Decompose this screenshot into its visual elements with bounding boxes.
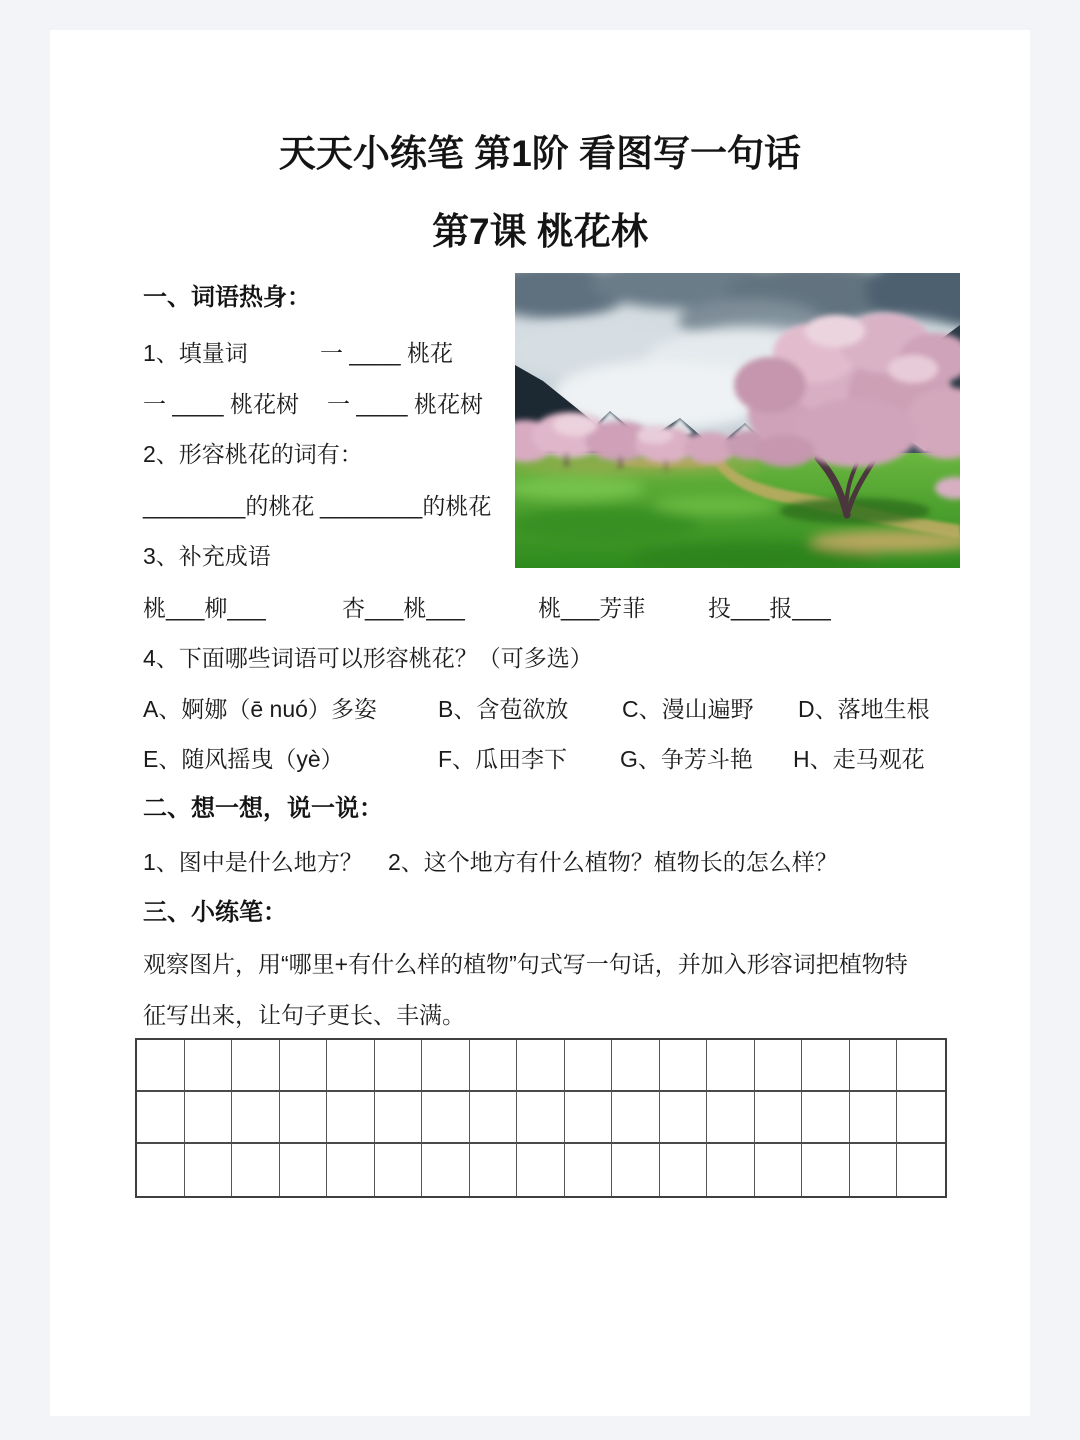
section1-q3-label: 3、补充成语 — [143, 543, 271, 569]
writing-grid-cell — [375, 1144, 423, 1196]
writing-grid-cell — [897, 1144, 945, 1196]
section3-instruction-line2: 征写出来，让句子更长、丰满。 — [143, 1002, 465, 1028]
option-e: E、随风摇曳（yè） — [143, 746, 344, 772]
writing-grid-cell — [280, 1092, 328, 1144]
writing-grid-cell — [802, 1144, 850, 1196]
lesson-photo — [515, 273, 960, 568]
writing-grid-cell — [422, 1092, 470, 1144]
writing-grid-cell — [897, 1040, 945, 1092]
writing-grid — [135, 1038, 947, 1198]
worksheet-title: 天天小练笔 第1阶 看图写一句话 — [278, 133, 802, 174]
section2-q2: 2、这个地方有什么植物？植物长的怎么样？ — [388, 849, 838, 875]
writing-grid-cell — [565, 1040, 613, 1092]
writing-grid-cell — [707, 1092, 755, 1144]
section3-heading: 三、小练笔： — [143, 899, 287, 926]
writing-grid-cell — [422, 1040, 470, 1092]
writing-grid-cell — [375, 1040, 423, 1092]
writing-grid-cell — [232, 1144, 280, 1196]
writing-grid-cell — [280, 1144, 328, 1196]
writing-grid-cell — [327, 1092, 375, 1144]
writing-grid-cell — [375, 1092, 423, 1144]
section2-q1: 1、图中是什么地方？ — [143, 849, 363, 875]
option-a: A、婀娜（ē nuó）多姿 — [143, 696, 377, 722]
writing-grid-cell — [185, 1144, 233, 1196]
option-g: G、争芳斗艳 — [620, 746, 753, 772]
q1-label: 1、填量词 — [143, 340, 248, 366]
writing-grid-cell — [850, 1040, 898, 1092]
idiom-blank-1: 桃___柳___ — [143, 595, 266, 621]
writing-grid-cell — [327, 1144, 375, 1196]
q2-fill-blank-b: ________的桃花 — [320, 493, 492, 519]
writing-grid-cell — [280, 1040, 328, 1092]
writing-grid-cell — [517, 1144, 565, 1196]
writing-grid-cell — [850, 1144, 898, 1196]
writing-grid-cell — [707, 1144, 755, 1196]
lesson-title: 第7课 桃花林 — [432, 211, 648, 252]
idiom-blank-3: 桃___芳菲 — [538, 595, 646, 621]
writing-grid-cell — [137, 1092, 185, 1144]
option-h: H、走马观花 — [793, 746, 925, 772]
writing-grid-cell — [755, 1144, 803, 1196]
writing-grid-cell — [802, 1040, 850, 1092]
writing-grid-cell — [232, 1092, 280, 1144]
option-c: C、漫山遍野 — [622, 696, 754, 722]
writing-grid-cell — [565, 1144, 613, 1196]
writing-grid-cell — [327, 1040, 375, 1092]
option-f: F、瓜田李下 — [438, 746, 568, 772]
writing-grid-cell — [137, 1144, 185, 1196]
section2-questions — [143, 848, 973, 878]
options-row-2 — [143, 745, 973, 775]
idiom-blank-2: 杏___桃___ — [342, 595, 465, 621]
section1-q1-line — [143, 339, 973, 369]
writing-grid-cell — [660, 1144, 708, 1196]
writing-grid-cell — [517, 1040, 565, 1092]
q2-fill-blank-a: ________的桃花 — [143, 493, 315, 519]
writing-grid-cell — [897, 1092, 945, 1144]
writing-grid-cell — [660, 1040, 708, 1092]
section1-idioms-line — [143, 594, 973, 624]
section1-q1-line2 — [143, 390, 973, 420]
q1-fill-blank-2: 一 ____ 桃花树 — [143, 391, 299, 417]
q1-fill-blank: 一 ____ 桃花 — [320, 340, 453, 366]
writing-grid-cell — [470, 1040, 518, 1092]
writing-grid-cell — [137, 1040, 185, 1092]
writing-grid-cell — [660, 1092, 708, 1144]
worksheet-page — [50, 30, 1030, 1416]
q1-fill-blank-3: 一 ____ 桃花树 — [327, 391, 483, 417]
option-d: D、落地生根 — [798, 696, 930, 722]
option-b: B、含苞欲放 — [438, 696, 569, 722]
section3-instruction-line1: 观察图片，用“哪里+有什么样的植物”句式写一句话，并加入形容词把植物特 — [143, 951, 908, 977]
writing-grid-cell — [755, 1040, 803, 1092]
writing-grid-cell — [612, 1144, 660, 1196]
writing-grid-cell — [185, 1092, 233, 1144]
section1-heading: 一、词语热身： — [143, 284, 311, 311]
writing-grid-cell — [565, 1092, 613, 1144]
writing-grid-cell — [850, 1092, 898, 1144]
writing-grid-cell — [707, 1040, 755, 1092]
section2-heading: 二、想一想，说一说： — [143, 795, 383, 822]
section1-q2-blanks — [143, 492, 973, 522]
writing-grid-cell — [232, 1040, 280, 1092]
writing-grid-cell — [517, 1092, 565, 1144]
idiom-blank-4: 投___报___ — [708, 595, 831, 621]
writing-grid-cell — [422, 1144, 470, 1196]
section1-q2-label: 2、形容桃花的词有： — [143, 441, 363, 467]
writing-grid-cell — [185, 1040, 233, 1092]
writing-grid-cell — [470, 1144, 518, 1196]
options-row-1 — [143, 695, 973, 725]
writing-grid-cell — [612, 1092, 660, 1144]
writing-grid-cell — [755, 1092, 803, 1144]
writing-grid-cell — [470, 1092, 518, 1144]
writing-grid-cell — [612, 1040, 660, 1092]
section1-q4-label: 4、下面哪些词语可以形容桃花？（可多选） — [143, 645, 593, 671]
writing-grid-cell — [802, 1092, 850, 1144]
